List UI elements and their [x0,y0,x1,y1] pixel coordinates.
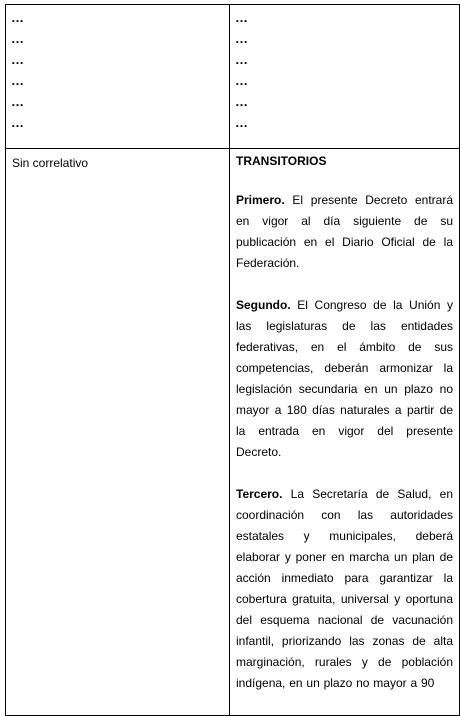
ellipsis-marker: … [235,115,248,130]
left-ellipsis-list [6,5,229,137]
article-label: Segundo. [236,298,291,312]
ellipsis-marker: … [11,115,24,130]
ellipsis-marker: … [11,52,24,67]
cell-left-ellipsis [6,5,230,149]
ellipsis-marker: … [235,31,248,46]
table-row-ellipsis [6,5,460,149]
ellipsis-marker: … [11,94,24,109]
transitorios-section [230,149,459,694]
comparative-table [5,4,460,716]
article-text: El presente Decreto entrará en vigor al día siguiente de su publicación en el Diario Oficial de la Federación. [236,193,453,270]
table-row-transitorios [6,149,460,716]
right-ellipsis-list [230,5,459,137]
article-label: Tercero. [236,487,283,501]
cell-right-ellipsis [230,5,460,149]
ellipsis-marker: … [11,31,24,46]
article-text: La Secretaría de Salud, en coordinación con las autoridades estatales y municipales, deberá elaborar y poner en marcha un plan de acción inmediato para garantizar la cobertura gratuita, universal y oportuna del esquema nacional de vacunación infantil, priorizando las zonas de alta marginación, rurales y de población indígena, en un plazo no mayor a 90 [236,487,453,690]
ellipsis-marker: … [11,10,24,25]
ellipsis-marker: … [235,94,248,109]
article-tercero [236,484,453,694]
cell-left-current-text [6,149,230,716]
ellipsis-marker: … [235,52,248,67]
sin-correlativo-label: Sin correlativo [12,156,89,170]
ellipsis-marker: … [11,73,24,88]
article-primero [236,190,453,274]
transitorios-heading: TRANSITORIOS [236,154,327,168]
ellipsis-marker: … [235,73,248,88]
cell-right-proposed-text [230,149,460,716]
article-label: Primero. [236,193,285,207]
article-segundo [236,295,453,463]
ellipsis-marker: … [235,10,248,25]
article-text: El Congreso de la Unión y las legislaturas de las entidades federativas, en el ámbito de sus competencias, deberán armonizar la legislación secundaria en un plazo no mayor a 180 días naturales a partir de la entrada en vigor del presente Decreto. [236,298,453,459]
